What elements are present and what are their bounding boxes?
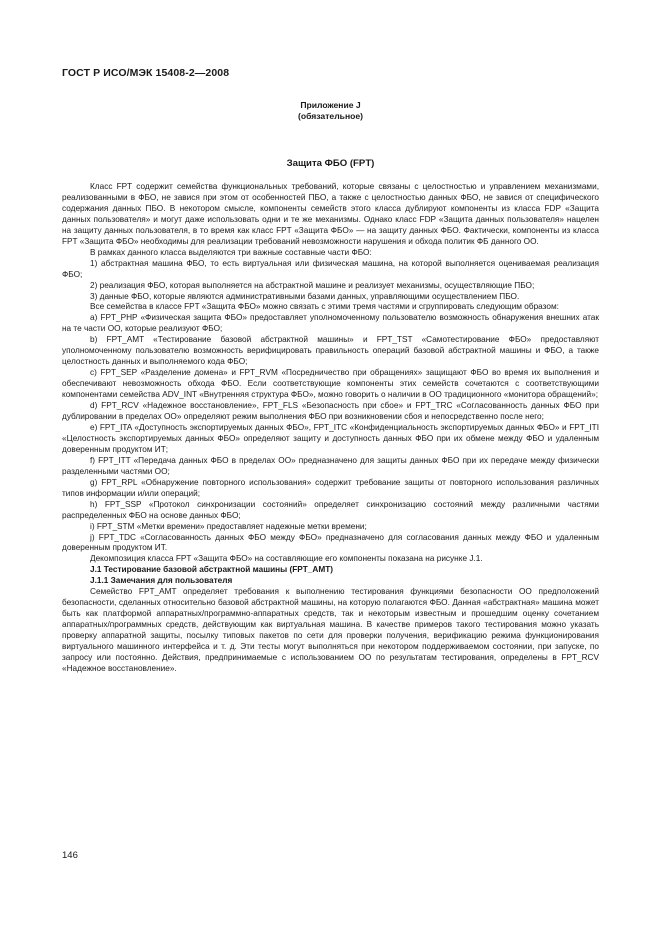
list-item: f) FPT_ITT «Передача данных ФБО в пределах ОО» предназначено для защиты данных ФБО при их передаче между физически разделенными частями ОО; xyxy=(62,455,599,476)
list-item: c) FPT_SEP «Разделение домена» и FPT_RVM «Посредничество при обращениях» защищают ФБО во время их выполнения и обеспечивают невозможность обхода ФБО. Если соответствующие компоненты этих семейств сочетаются с соответствующими компонентами семейства ADV_INT «Внутренняя структура ФБО», можно говорить о наличии в ОО традиционного «монитора обращений»; xyxy=(62,368,599,400)
standard-code-header: ГОСТ Р ИСО/МЭК 15408-2—2008 xyxy=(62,67,230,79)
list-item: j) FPT_TDC «Согласованность данных ФБО между ФБО» предназначено для согласования данных между ФБО и удаленным доверенным продуктом ИТ. xyxy=(62,532,599,553)
list-item: 1) абстрактная машина ФБО, то есть виртуальная или физическая машина, на которой выполняется оцениваемая реализация ФБО; xyxy=(62,258,599,279)
list-item: b) FPT_AMT «Тестирование базовой абстрактной машины» и FPT_TST «Самотестирование ФБО» предоставляют уполномоченному пользователю возможность верифицировать правильность операций базовой абстрактной машины и ФБО, а также целостность данных и выполняемого кода ФБО; xyxy=(62,335,599,367)
list-item: 3) данные ФБО, которые являются административными базами данных, управляющими осуществлением ПБО. xyxy=(90,291,520,301)
paragraph: Декомпозиция класса FPT «Защита ФБО» на составляющие его компоненты показана на рисунке J.1. xyxy=(90,554,483,564)
appendix-label: Приложение J xyxy=(300,100,361,110)
page-number: 146 xyxy=(62,850,78,861)
body-text xyxy=(62,182,599,675)
list-item: g) FPT_RPL «Обнаружение повторного использования» содержит требование защиты от повторного использования различных типов информации и/или операций; xyxy=(62,477,599,498)
paragraph: В рамках данного класса выделяются три важные составные части ФБО: xyxy=(90,247,372,257)
subsection-heading: J.1 Тестирование базовой абстрактной машины (FPT_AMT) xyxy=(90,565,333,575)
final-paragraph: Семейство FPT_AMT определяет требования к выполнению тестирования функциями безопасности ОО предположений безопасности, сделанных относительно базовой абстрактной машины, на которую полагаются ФБО. Данная «абстрактная» машина может быть как платформой аппаратных/программно-аппаратных средств, так и некоторым известным и прошедшим оценку сочетанием аппаратных/программных средств, действующим как виртуальная машина. В качестве примеров такого тестирования можно указать проверку аппаратной защиты, посылку типовых пакетов по сети для проверки получения, верификацию режима функционирования виртуального машинного интерфейса и т. д. Эти тесты могут выполняться при некотором поддерживаемом состоянии, при запуске, по запросу или постоянно. Действия, предпринимаемые с использованием ОО по результатам тестирования, определены в FPT_RCV «Надежное восстановление». xyxy=(62,587,599,673)
list-item: a) FPT_PHP «Физическая защита ФБО» предоставляет уполномоченному пользователю возможность обнаружения внешних атак на те части ОО, которые реализуют ФБО; xyxy=(62,313,599,334)
subsubsection-heading: J.1.1 Замечания для пользователя xyxy=(90,576,233,586)
intro-paragraph: Класс FPT содержит семейства функциональных требований, которые связаны с целостностью и управлением механизмами, реализованными в ФБО, не завися при этом от особенностей ПБО, а также с целостностью данных ФБО, не завися от специфического содержания данных ПБО. В некотором смысле, компоненты семейств этого класса дублируют компоненты из класса FDP «Защита данных пользователя» и могут даже использовать одни и те же механизмы. Однако класс FDP «Защита данных пользователя» нацелен на защиту данных пользователя, в то время как класс FPT «Защита ФБО» — на защиту данных ФБО. Фактически, компоненты из класса FPT «Защита ФБО» необходимы для реализации требований невозможности нарушения и обхода политик ФБ данного ОО. xyxy=(62,182,599,246)
appendix-status: (обязательное) xyxy=(297,111,364,121)
list-item: 2) реализация ФБО, которая выполняется на абстрактной машине и реализует механизмы, осуществляющие ПБО; xyxy=(90,280,535,290)
list-item: d) FPT_RCV «Надежное восстановление», FPT_FLS «Безопасность при сбое» и FPT_TRC «Согласованность данных ФБО при дублировании в пределах ОО» определяют режим выполнения ФБО при возникновении сбоя и непосредственно после него; xyxy=(62,401,599,422)
list-item: e) FPT_ITA «Доступность экспортируемых данных ФБО», FPT_ITC «Конфиденциальность экспортируемых данных ФБО» и FPT_ITI «Целостность экспортируемых данных ФБО» определяют защиту и доступность данных ФБО при их обмене между ФБО и удаленным доверенным продуктом ИТ; xyxy=(62,422,599,454)
paragraph: Все семейства в классе FPT «Защита ФБО» можно связать с этими тремя частями и сгруппировать следующим образом: xyxy=(90,302,559,312)
appendix-block xyxy=(0,100,661,122)
list-item: i) FPT_STM «Метки времени» предоставляет надежные метки времени; xyxy=(90,521,367,531)
list-item: h) FPT_SSP «Протокол синхронизации состояний» определяет синхронизацию состояний между различными частями распределенных ФБО на основе данных ФБО; xyxy=(62,499,599,520)
section-title: Защита ФБО (FPT) xyxy=(286,158,375,169)
